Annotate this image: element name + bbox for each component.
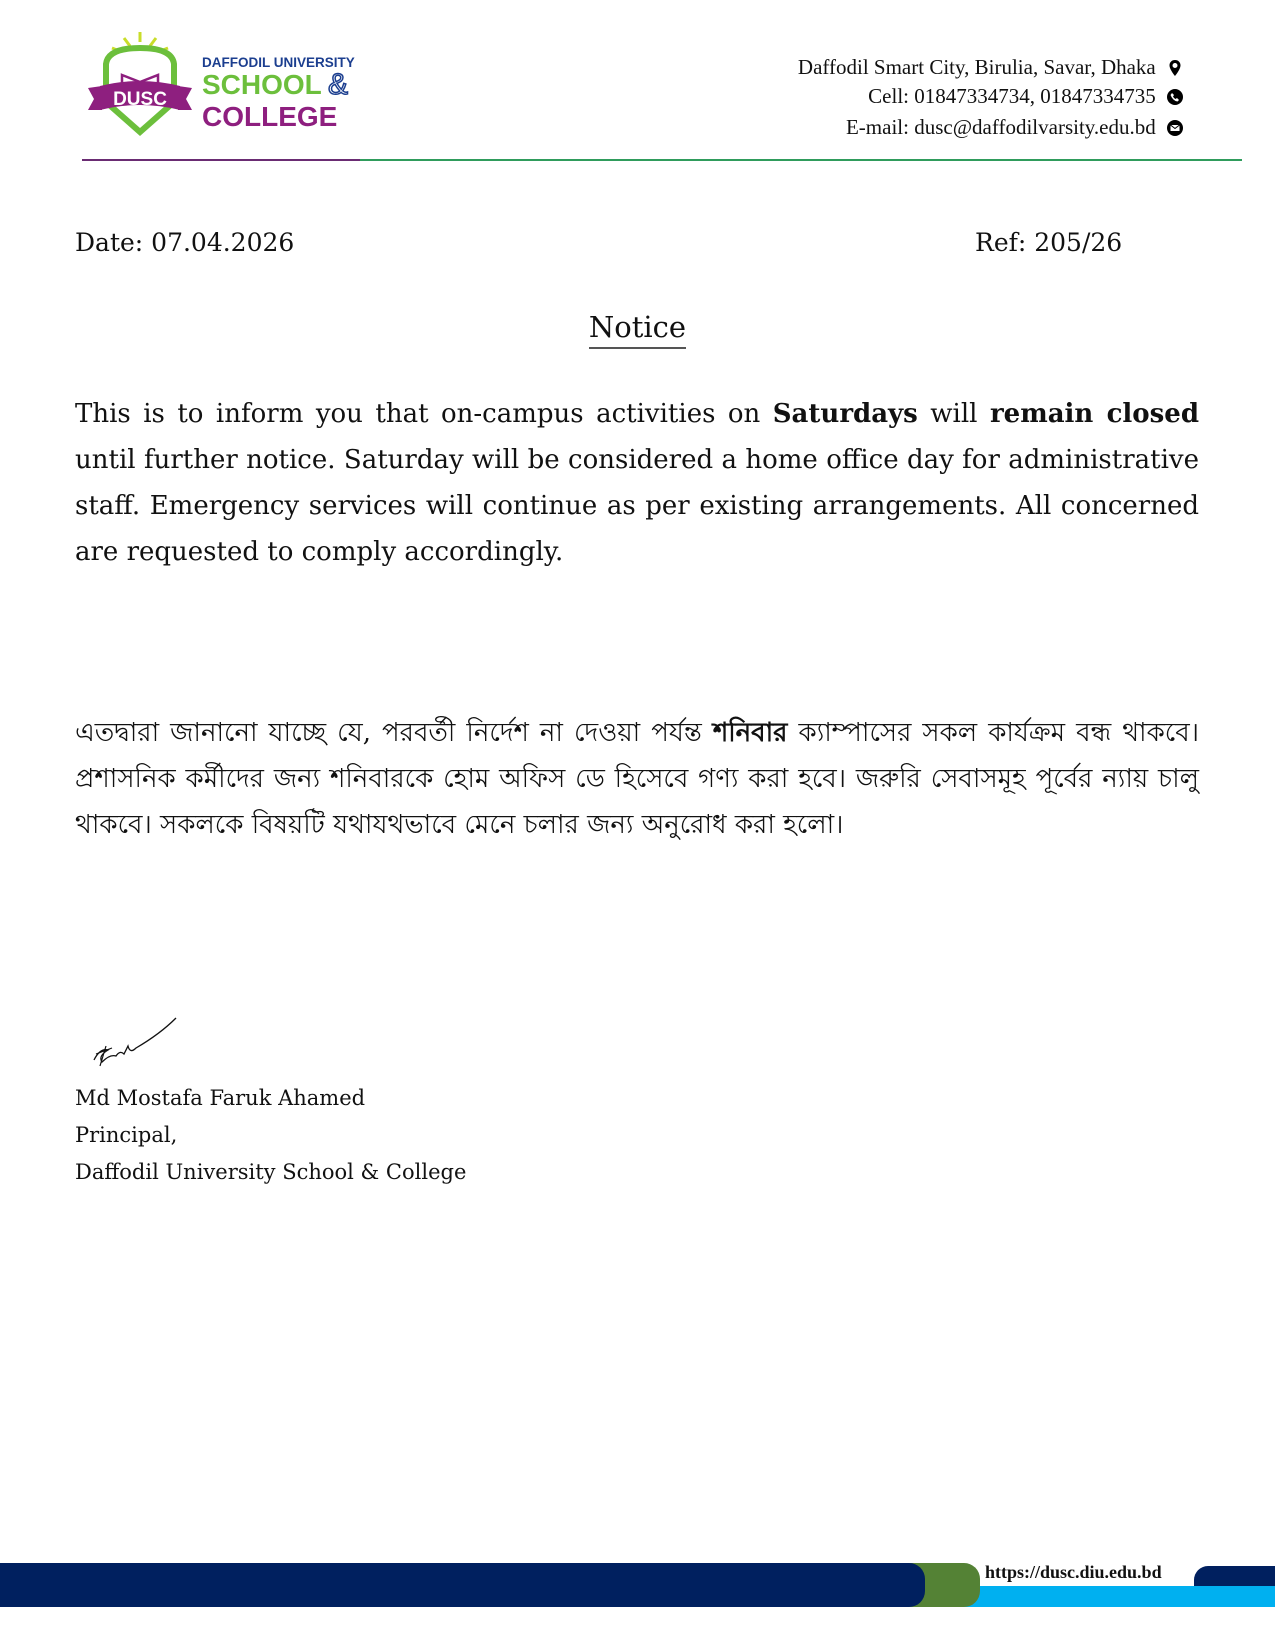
phone-icon	[1167, 89, 1183, 105]
cell-line: Cell: 01847334734, 01847334735	[868, 83, 1183, 109]
signatory-block	[75, 1080, 466, 1191]
svg-text:DAFFODIL UNIVERSITY: DAFFODIL UNIVERSITY	[202, 55, 355, 70]
notice-body-bengali: এতদ্বারা জানানো যাচ্ছে যে, পরবর্তী নির্দেশ না দেওয়া পর্যন্ত শনিবার ক্যাম্পাসের সকল কার্যক্রম বন্ধ থাকবে। প্রশাসনিক কর্মীদের জন্য শনিবারকে হোম অফিস ডে হিসেবে গণ্য করা হবে। জরুরি সেবাসমূহ পূর্বের ন্যায় চালু থাকবে। সকলকে বিষয়টি যথাযথভাবে মেনে চলার জন্য অনুরোধ করা হলো।	[75, 718, 1199, 840]
location-pin-icon	[1167, 60, 1183, 76]
school-logo	[82, 30, 372, 140]
header-divider-purple	[82, 159, 360, 161]
svg-text:COLLEGE: COLLEGE	[202, 101, 338, 132]
svg-text:&: &	[328, 68, 349, 101]
svg-text:SCHOOL: SCHOOL	[202, 69, 322, 100]
header-divider-green	[360, 159, 1242, 161]
address-line: Daffodil Smart City, Birulia, Savar, Dhaka	[798, 54, 1183, 80]
footer-website-link[interactable]: https://dusc.diu.edu.bd	[985, 1562, 1162, 1582]
signatory-institution: Daffodil University School & College	[75, 1160, 467, 1184]
notice-body-english: This is to inform you that on-campus activities on Saturdays will remain closed until further notice. Saturday will be considered a home office day for administrative staff. Emergency services will continue as per existing arrangements. All concerned are requested to comply accordingly.	[75, 399, 1200, 567]
signatory-designation: Principal,	[75, 1123, 178, 1147]
svg-text:DUSC: DUSC	[113, 89, 167, 110]
signature	[90, 1010, 190, 1070]
email-line: E-mail: dusc@daffodilvarsity.edu.bd	[846, 114, 1183, 140]
notice-ref: Ref: 205/26	[975, 228, 1123, 257]
notice-date: Date: 07.04.2026	[75, 228, 295, 257]
signatory-name: Md Mostafa Faruk Ahamed	[75, 1086, 366, 1110]
mail-icon	[1167, 120, 1183, 136]
page-title: Notice	[0, 310, 1275, 344]
